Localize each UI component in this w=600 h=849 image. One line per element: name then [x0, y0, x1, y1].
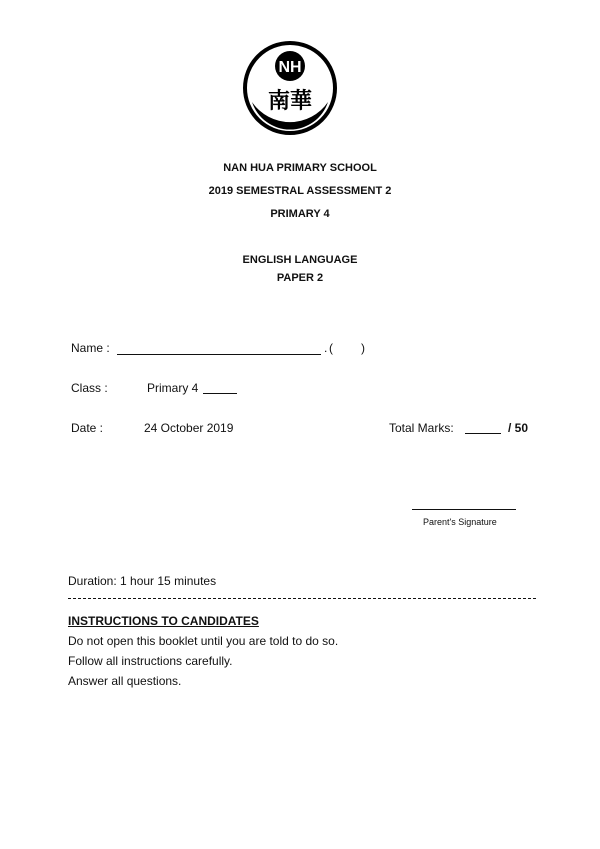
subject-title: ENGLISH LANGUAGE	[242, 254, 358, 266]
assessment-title: 2019 SEMESTRAL ASSESSMENT 2	[208, 185, 392, 197]
class-value: Primary 4	[147, 381, 199, 395]
register-number-open-paren: (	[329, 341, 333, 355]
school-logo	[240, 40, 340, 140]
duration-text: Duration: 1 hour 15 minutes	[68, 574, 217, 588]
instruction-line: Do not open this booklet until you are told to do so.	[68, 634, 339, 648]
logo-chinese-characters: 南華	[267, 89, 313, 114]
logo-monogram: NH	[278, 59, 302, 76]
instruction-line: Answer all questions.	[68, 674, 182, 688]
level-title: PRIMARY 4	[270, 208, 330, 220]
paper-title: PAPER 2	[276, 272, 324, 284]
name-label: Name :	[71, 341, 110, 355]
signature-label: Parent's Signature	[423, 517, 497, 527]
date-label: Date :	[71, 421, 104, 435]
total-marks-value: / 50	[508, 421, 529, 435]
class-label: Class :	[71, 381, 108, 395]
total-marks-label: Total Marks:	[389, 421, 454, 435]
section-divider	[68, 598, 536, 599]
instruction-line: Follow all instructions carefully.	[68, 654, 233, 668]
class-field-line[interactable]	[203, 393, 237, 394]
instructions-heading: INSTRUCTIONS TO CANDIDATES	[68, 614, 259, 628]
register-number-close-paren: )	[361, 341, 365, 355]
total-marks-line[interactable]	[465, 433, 501, 434]
signature-line[interactable]	[412, 509, 516, 510]
date-value: 24 October 2019	[144, 421, 234, 435]
name-field-line[interactable]	[117, 354, 321, 355]
school-name: NAN HUA PRIMARY SCHOOL	[223, 162, 377, 174]
